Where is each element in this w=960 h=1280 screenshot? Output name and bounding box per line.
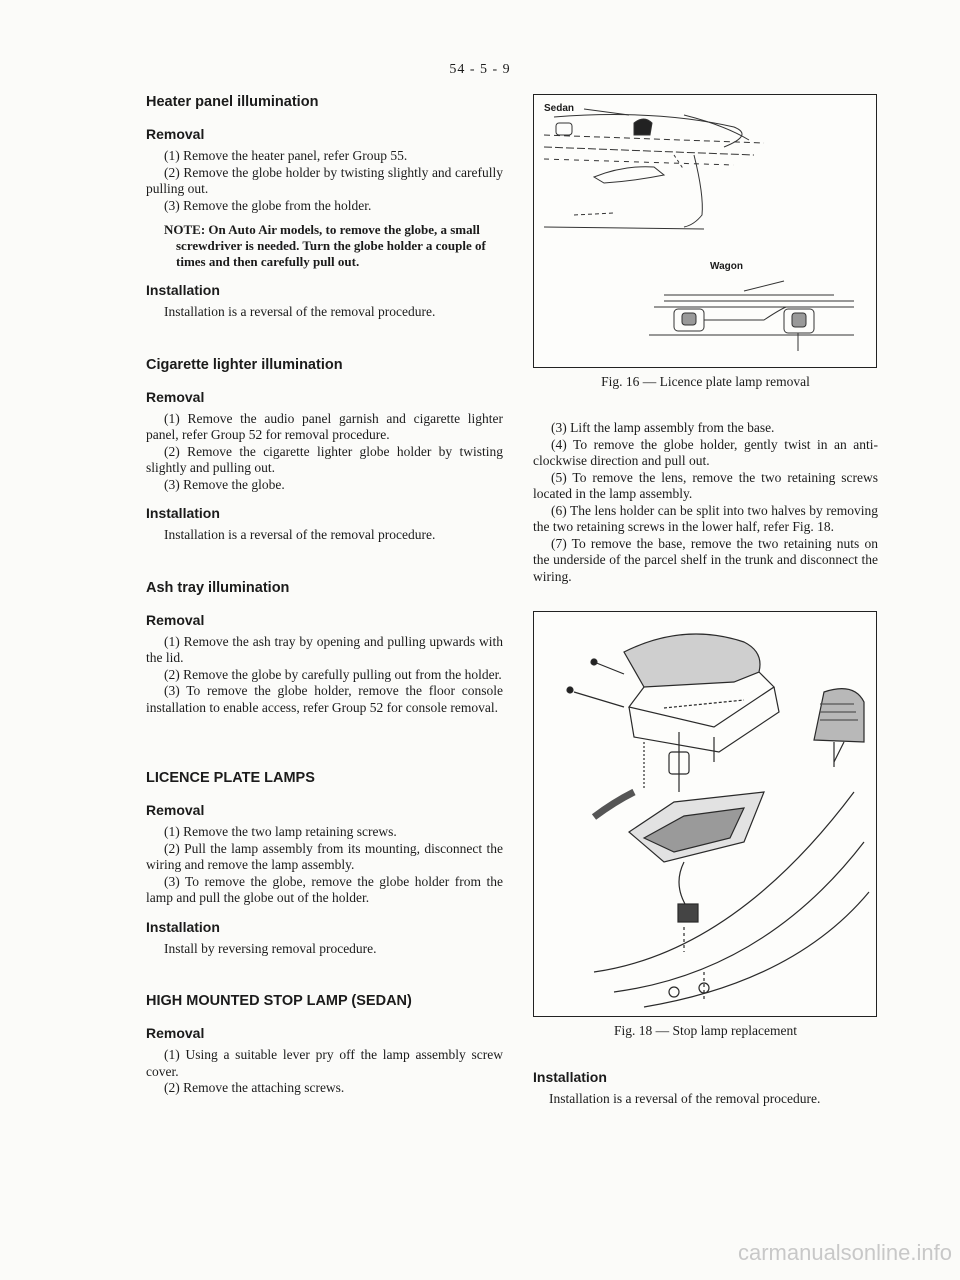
installation-text: Installation is a reversal of the removal procedure. bbox=[549, 1091, 821, 1106]
step-text: (2) Remove the globe holder by twisting slightly and carefully pulling out. bbox=[146, 164, 503, 196]
step-text: (7) To remove the base, remove the two retaining nuts on the underside of the parcel shelf in the trunk and disconnect the wiring. bbox=[533, 535, 878, 584]
figure-18-caption: Fig. 18 — Stop lamp replacement bbox=[614, 1023, 797, 1038]
left-column bbox=[118, 94, 503, 1097]
subheading-installation: Installation bbox=[146, 505, 220, 521]
stop-lamp-illustration bbox=[534, 612, 876, 1016]
step-text: (3) Remove the globe from the holder. bbox=[164, 197, 372, 213]
subheading-installation: Installation bbox=[146, 918, 220, 935]
subheading-removal: Removal bbox=[146, 802, 205, 818]
right-column bbox=[533, 94, 878, 1108]
figure-18-stop-lamp bbox=[533, 611, 877, 1017]
section-title-licence-plate: LICENCE PLATE LAMPS bbox=[146, 770, 315, 786]
subheading-installation: Installation bbox=[146, 282, 220, 298]
section-title-heater: Heater panel illumination bbox=[146, 94, 319, 110]
step-text: (1) Remove the audio panel garnish and cigarette lighter panel, refer Group 52 for removal procedure. bbox=[146, 410, 503, 442]
page-number: 54 - 5 - 9 bbox=[449, 62, 511, 77]
section-title-ashtray: Ash tray illumination bbox=[146, 579, 290, 596]
section-title-stop-lamp: HIGH MOUNTED STOP LAMP (SEDAN) bbox=[146, 993, 412, 1009]
step-text: (3) To remove the globe holder, remove the floor console installation to enable access, refer Group 52 for console removal. bbox=[146, 683, 503, 715]
note-text: NOTE: On Auto Air models, to remove the globe, a small screwdriver is needed. Turn the globe holder a couple of times and then carefully pull out. bbox=[164, 222, 486, 269]
watermark-footer: carmanualsonline.info bbox=[737, 1240, 952, 1265]
step-text: (3) Lift the lamp assembly from the base. bbox=[551, 420, 775, 435]
step-text: (2) Remove the cigarette lighter globe holder by twisting slightly and pulling out. bbox=[146, 443, 503, 475]
subheading-installation: Installation bbox=[533, 1069, 607, 1085]
step-text: (3) Remove the globe. bbox=[164, 476, 285, 492]
section-title-cigarette: Cigarette lighter illumination bbox=[146, 356, 343, 373]
subheading-removal: Removal bbox=[146, 126, 205, 142]
installation-text: Installation is a reversal of the removal procedure. bbox=[164, 527, 436, 542]
installation-text: Install by reversing removal procedure. bbox=[164, 940, 377, 956]
label-sedan: Sedan bbox=[544, 103, 575, 114]
step-text: (1) Remove the ash tray by opening and pulling upwards with the lid. bbox=[146, 633, 503, 665]
step-text: (1) Remove the two lamp retaining screws. bbox=[164, 824, 397, 839]
subheading-removal: Removal bbox=[146, 611, 205, 628]
step-text: (2) Remove the attaching screws. bbox=[164, 1080, 345, 1095]
figure-16-caption: Fig. 16 — Licence plate lamp removal bbox=[601, 374, 810, 389]
step-text: (2) Pull the lamp assembly from its mounting, disconnect the wiring and remove the lamp assembly. bbox=[146, 840, 503, 872]
step-text: (4) To remove the globe holder, gently twist in an anti-clockwise direction and pull out. bbox=[533, 436, 878, 468]
step-text: (6) The lens holder can be split into two halves by removing the two retaining screws in the lower half, refer Fig. 18. bbox=[533, 502, 878, 534]
subheading-removal: Removal bbox=[146, 388, 205, 405]
installation-text: Installation is a reversal of the removal procedure. bbox=[164, 304, 436, 319]
step-text: (1) Remove the heater panel, refer Group 55. bbox=[164, 148, 408, 163]
step-text: (2) Remove the globe by carefully pulling out from the holder. bbox=[164, 666, 502, 682]
subheading-removal: Removal bbox=[146, 1025, 205, 1041]
label-wagon: Wagon bbox=[710, 261, 743, 272]
step-text: (3) To remove the globe, remove the globe holder from the lamp and pull the globe out of the holder. bbox=[146, 873, 503, 905]
step-text: (1) Using a suitable lever pry off the lamp assembly screw cover. bbox=[146, 1047, 503, 1079]
licence-plate-lamp-illustration bbox=[534, 95, 876, 367]
figure-16-licence-plate-lamp bbox=[533, 94, 877, 368]
step-text: (5) To remove the lens, remove the two retaining screws located in the lamp assembly. bbox=[533, 469, 878, 501]
